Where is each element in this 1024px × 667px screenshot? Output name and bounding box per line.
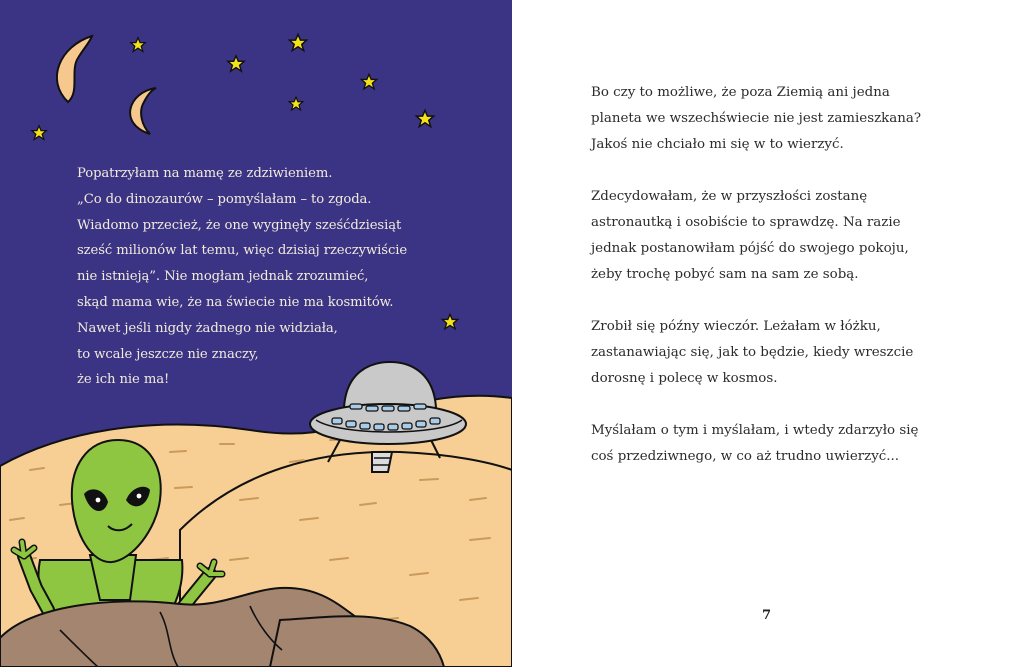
right-page	[512, 0, 1024, 667]
star-icon	[131, 38, 145, 52]
left-page-text	[77, 161, 477, 393]
star-icon	[289, 97, 303, 110]
star-icon	[32, 126, 46, 140]
text-line: Myślałam o tym i myślałam, i wtedy zdarzyło się	[591, 423, 919, 438]
text-line: zastanawiając się, jak to będzie, kiedy wreszcie	[591, 345, 914, 360]
text-line: żeby trochę pobyć sam na sam ze sobą.	[591, 267, 859, 282]
text-line: Jakoś nie chciało mi się w to wierzyć.	[591, 137, 844, 152]
text-line: skąd mama wie, że na świecie nie ma kosmitów.	[77, 294, 394, 310]
text-line: coś przedziwnego, w co aż trudno uwierzyć...	[591, 449, 900, 464]
text-line: sześć milionów lat temu, więc dzisiaj rzeczywiście	[77, 243, 408, 259]
paragraph	[591, 314, 1011, 392]
text-line: Zrobił się późny wieczór. Leżałam w łóżku,	[591, 319, 881, 334]
moon-icon	[130, 88, 156, 134]
text-line: dorosnę i polecę w kosmos.	[591, 371, 778, 386]
page-number: 7	[762, 608, 772, 623]
text-line: Popatrzyłam na mamę ze zdziwieniem.	[77, 166, 333, 181]
text-line: to wcale jeszcze nie znaczy,	[77, 346, 259, 362]
right-page-text	[591, 80, 1011, 496]
text-line: że ich nie ma!	[77, 372, 170, 388]
text-line: jednak postanowiłam pójść do swojego pokoju,	[591, 241, 909, 256]
text-line: Nawet jeśli nigdy żadnego nie widziała,	[77, 320, 338, 336]
text-line: „Co do dinozaurów – pomyślałam – to zgoda.	[77, 191, 372, 207]
paragraph	[591, 418, 1011, 470]
star-icon	[228, 56, 244, 71]
text-line: Wiadomo przecież, że one wyginęły sześćdziesiąt	[77, 217, 402, 233]
star-icon	[361, 74, 376, 88]
moon-icon	[57, 36, 92, 102]
text-line: Bo czy to możliwe, że poza Ziemią ani jedna	[591, 85, 890, 100]
text-line: planeta we wszechświecie nie jest zamieszkana?	[591, 111, 922, 126]
text-line: nie istnieją”. Nie mogłam jednak zrozumieć,	[77, 269, 369, 285]
text-line: astronautką i osobiście to sprawdzę. Na razie	[591, 215, 901, 230]
text-line: Zdecydowałam, że w przyszłości zostanę	[591, 189, 868, 204]
star-icon	[416, 110, 433, 126]
star-icon	[289, 34, 306, 50]
paragraph	[591, 184, 1011, 288]
paragraph	[591, 80, 1011, 158]
